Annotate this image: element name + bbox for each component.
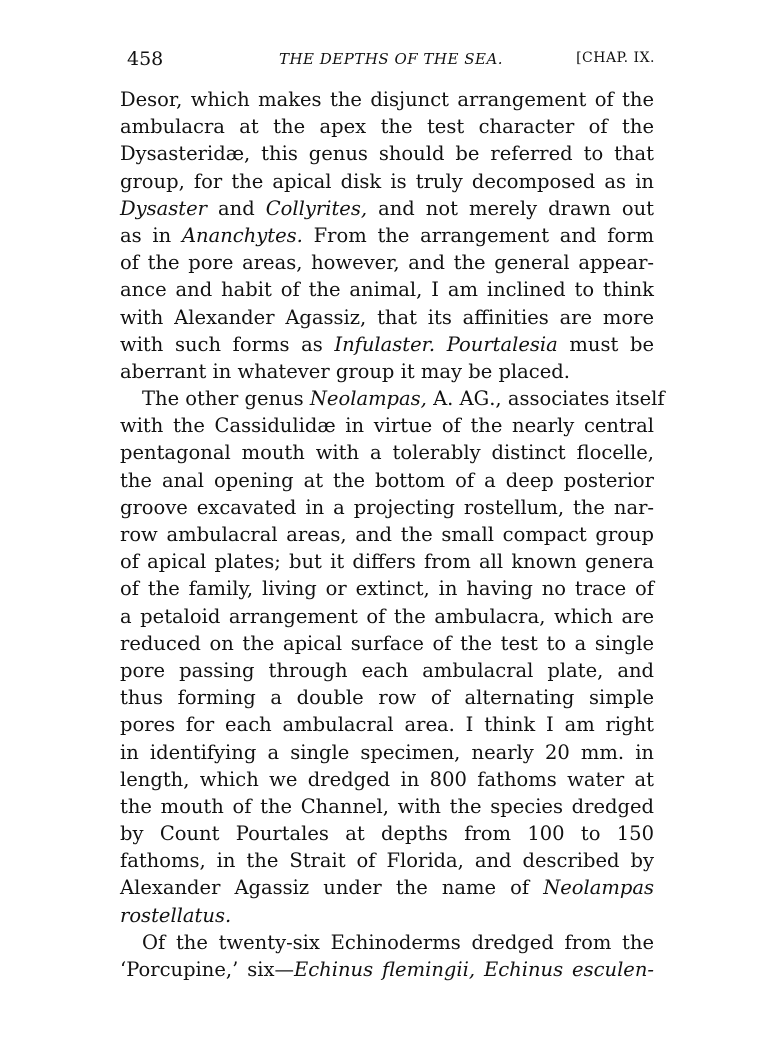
- running-head: [127, 48, 655, 74]
- text-segment: with such forms as: [120, 332, 335, 356]
- text-segment: of the pore areas, however, and the general appear-: [120, 251, 654, 275]
- text-line: [120, 548, 654, 575]
- text-segment: ambulacra at the apex the test character of the: [120, 115, 654, 139]
- text-segment: [435, 333, 447, 356]
- italic-text: Infulaster.: [334, 332, 436, 356]
- text-segment: A. A: [426, 387, 474, 411]
- text-line: [120, 113, 654, 140]
- text-segment: group, for the apical disk is truly decomposed as in: [120, 169, 654, 193]
- text-line: [120, 494, 654, 521]
- running-title: THE DEPTHS OF THE SEA.: [278, 50, 504, 68]
- text-line: [120, 304, 654, 331]
- text-segment: must be: [557, 332, 654, 356]
- text-segment: by Count Pourtales at depths from 100 to 150: [120, 822, 654, 846]
- text-line: [120, 657, 654, 684]
- italic-text: Neolampas: [543, 876, 654, 900]
- text-segment: ‘Porcupine,’ six—: [120, 958, 294, 981]
- text-line: [120, 249, 654, 276]
- text-segment: in identifying a single specimen, nearly 20 mm. in: [120, 740, 654, 764]
- text-line: [120, 902, 654, 929]
- text-segment: Alexander Agassiz under the name of: [120, 876, 544, 900]
- text-line: [120, 168, 654, 195]
- text-segment: with Alexander Agassiz, that its affinities are more: [120, 305, 654, 329]
- text-line: [120, 467, 654, 494]
- text-line: [120, 521, 654, 548]
- text-segment: length, which we dredged in 800 fathoms water at: [120, 767, 654, 791]
- text-line: [120, 412, 654, 439]
- text-segment: of apical plates; but it differs from all known genera: [120, 550, 654, 574]
- text-segment: From the arrangement and form: [302, 223, 654, 247]
- text-line: [120, 222, 654, 249]
- text-segment: thus forming a double row of alternating simple: [120, 686, 654, 710]
- text-line: [120, 793, 654, 820]
- text-line: [120, 439, 654, 466]
- text-line: [120, 956, 654, 983]
- text-line: [120, 86, 654, 113]
- italic-text: Neolampas,: [309, 387, 427, 411]
- text-segment: a petaloid arrangement of the ambulacra, which are: [120, 604, 654, 628]
- text-line: [120, 603, 654, 630]
- page-number: 458: [127, 48, 164, 70]
- text-segment: Of the twenty-six Echinoderms dredged from the: [142, 930, 654, 954]
- text-segment: pentagonal mouth with a tolerably distinct flocelle,: [120, 441, 654, 465]
- italic-text: Ananchytes.: [181, 223, 303, 247]
- text-line: [120, 739, 654, 766]
- italic-text: Pourtalesia: [446, 332, 558, 356]
- text-segment: and not merely drawn out: [367, 196, 654, 220]
- text-line: [120, 766, 654, 793]
- text-line: [120, 385, 665, 412]
- text-segment: the anal opening at the bottom of a deep posterior: [120, 468, 654, 492]
- text-line: [120, 575, 654, 602]
- text-line: [120, 276, 654, 303]
- body-text: [120, 86, 665, 983]
- chapter-label: [CHAP. IX.: [576, 50, 655, 66]
- text-segment: and: [207, 196, 266, 220]
- text-segment: as in: [120, 223, 182, 247]
- text-line: [120, 630, 654, 657]
- text-segment: pores for each ambulacral area. I think I am right: [120, 713, 654, 737]
- text-line: [120, 195, 654, 222]
- text-segment: the mouth of the Channel, with the species dredged: [120, 794, 654, 818]
- text-segment: Dysasteridæ, this genus should be referred to that: [120, 142, 654, 166]
- text-line: [120, 684, 654, 711]
- text-segment: fathoms, in the Strait of Florida, and described by: [120, 849, 654, 873]
- text-line: [120, 847, 654, 874]
- text-line: [120, 140, 654, 167]
- text-segment: G: [473, 387, 490, 411]
- italic-text: Echinus flemingii, Echinus esculen-: [294, 958, 654, 981]
- text-segment: with the Cassidulidæ in virtue of the nearly central: [120, 414, 654, 438]
- italic-text: Dysaster: [120, 196, 207, 220]
- text-segment: reduced on the apical surface of the test to a single: [120, 631, 654, 655]
- text-segment: of the family, living or extinct, in having no trace of: [120, 577, 654, 601]
- italic-text: rostellatus.: [120, 903, 232, 927]
- text-segment: aberrant in whatever group it may be placed.: [120, 359, 570, 383]
- text-segment: pore passing through each ambulacral plate, and: [120, 658, 654, 682]
- text-line: [120, 820, 654, 847]
- text-segment: groove excavated in a projecting rostellum, the nar-: [120, 495, 654, 519]
- text-line: [120, 358, 654, 385]
- text-line: [120, 929, 654, 956]
- text-segment: Desor, which makes the disjunct arrangement of the: [120, 88, 654, 111]
- text-line: [120, 874, 654, 901]
- text-line: [120, 711, 654, 738]
- text-line: [120, 331, 654, 358]
- text-segment: row ambulacral areas, and the small compact group: [120, 523, 654, 546]
- text-segment: ., associates itself: [489, 387, 665, 411]
- text-segment: ance and habit of the animal, I am inclined to think: [120, 278, 654, 302]
- italic-text: Collyrites,: [265, 196, 368, 220]
- text-segment: The other genus: [142, 387, 310, 411]
